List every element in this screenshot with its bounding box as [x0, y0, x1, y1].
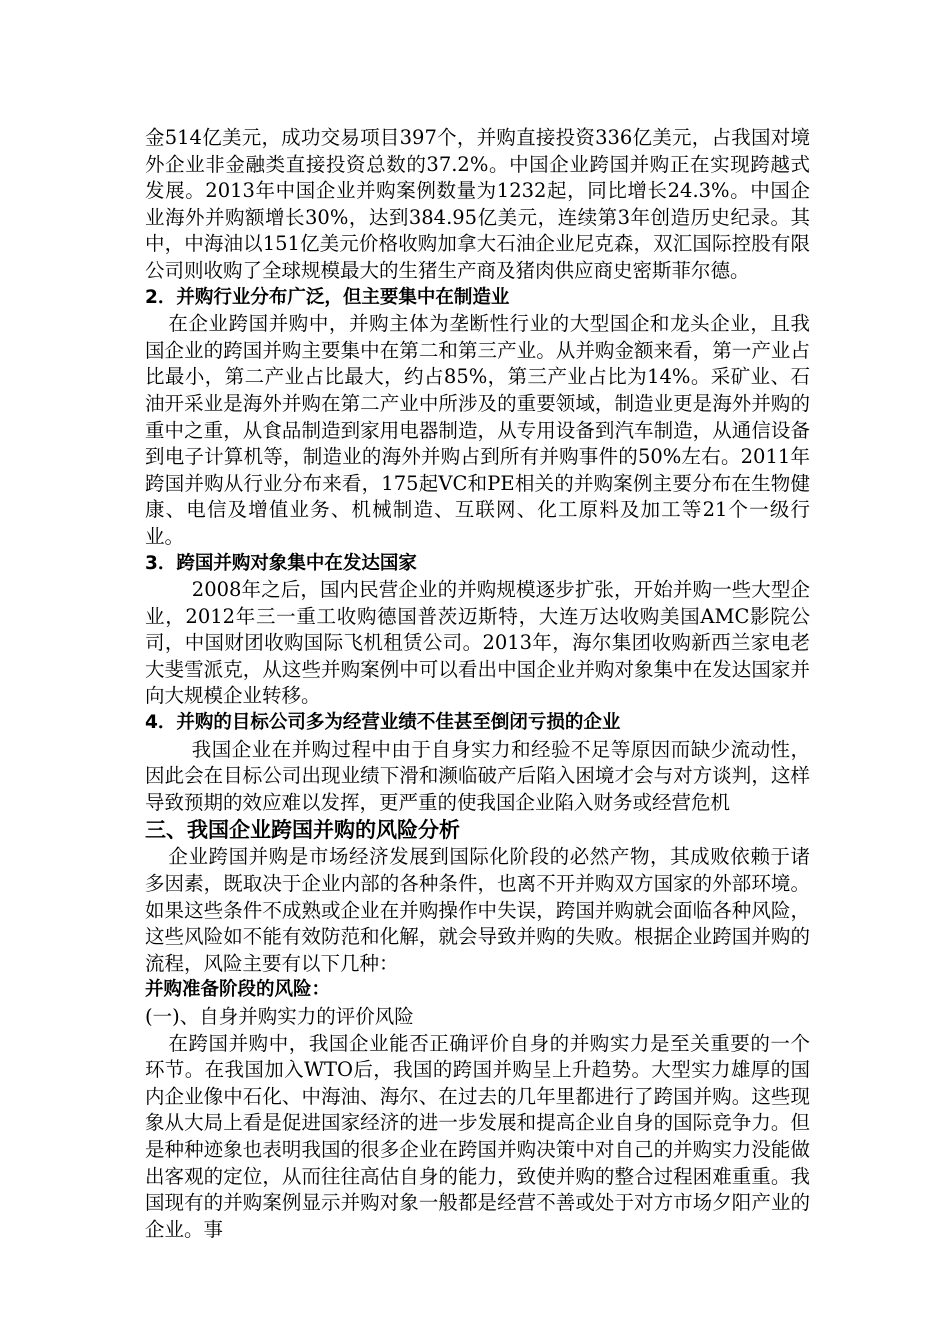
heading-developed-countries: 3．跨国并购对象集中在发达国家 [145, 552, 417, 574]
paragraph-developed-countries: 2008年之后，国内民营企业的并购规模逐步扩张，开始并购一些大型企业，2012年三一重工收购德国普茨迈斯特，大连万达收购美国AMC影院公司，中国财团收购国际飞机租赁公司。2013年，海尔集团收购新西兰家电老大斐雪派克，从这些并购案例中可以看出中国企业并购对象集中在发达国家并向大规模企业转移。 [145, 578, 810, 708]
paragraph-target-companies: 我国企业在并购过程中由于自身实力和经验不足等原因而缺少流动性，因此会在目标公司出现业绩下滑和濒临破产后陷入困境才会与对方谈判，这样导致预期的效应难以发挥，更严重的使我国企业陷入财务或经营危机 [145, 737, 810, 814]
section-heading-risk-analysis: 三、我国企业跨国并购的风险分析 [145, 818, 460, 843]
heading-preparation-risk: 并购准备阶段的风险： [145, 979, 331, 1001]
paragraph-overseas-investment-stats: 金514亿美元，成功交易项目397个，并购直接投资336亿美元，占我国对境外企业非金融类直接投资总数的37.2%。中国企业跨国并购正在实现跨越式发展。2013年中国企业并购案例数量为1232起，同比增长24.3%。中国企业海外并购额增长30%，达到384.95亿美元，连续第3年创造历史纪录。其中，中海油以151亿美元价格收购加拿大石油企业尼克森，双汇国际控股有限公司则收购了全球规模最大的生猪生产商及猪肉供应商史密斯菲尔德。 [145, 126, 810, 282]
paragraph-industry-distribution: 在企业跨国并购中，并购主体为垄断性行业的大型国企和龙头企业，且我国企业的跨国并购主要集中在第二和第三产业。从并购金额来看，第一产业占比最小，第二产业占比最大，约占85%，第三产业占比为14%。采矿业、石油开采业是海外并购在第二产业中所涉及的重要领域，制造业更是海外并购的重中之重，从食品制造到家用电器制造，从专用设备到汽车制造，从通信设备到电子计算机等，制造业的海外并购占到所有并购事件的50%左右。2011年跨国并购从行业分布来看，175起VC和PE相关的并购案例主要分布在生物健康、电信及增值业务、机械制造、互联网、化工原料及加工等21个一级行业。 [145, 312, 810, 548]
heading-target-companies: 4．并购的目标公司多为经营业绩不佳甚至倒闭亏损的企业 [145, 712, 621, 734]
document-page [145, 125, 810, 1243]
paragraph-risk-overview: 企业跨国并购是市场经济发展到国际化阶段的必然产物，其成败依赖于诸多因素，既取决于企业内部的各种条件，也离不开并购双方国家的外部环境。如果这些条件不成熟或企业在并购操作中失误，跨国并购就会面临各种风险，这些风险如不能有效防范和化解，就会导致并购的失败。根据企业跨国并购的流程，风险主要有以下几种： [145, 845, 810, 975]
subheading-self-evaluation-risk: (一)、自身并购实力的评价风险 [145, 1005, 414, 1028]
paragraph-self-evaluation: 在跨国并购中，我国企业能否正确评价自身的并购实力是至关重要的一个环节。在我国加入WTO后，我国的跨国并购呈上升趋势。大型实力雄厚的国内企业像中石化、中海油、海尔、在过去的几年里都进行了跨国并购。这些现象从大局上看是促进国家经济的进一步发展和提高企业自身的国际竞争力。但是种种迹象也表明我国的很多企业在跨国并购决策中对自己的并购实力没能做出客观的定位，从而往往高估自身的能力，致使并购的整合过程困难重重。我国现有的并购案例显示并购对象一般都是经营不善或处于对方市场夕阳产业的企业。事 [145, 1031, 810, 1241]
heading-industry-distribution: 2．并购行业分布广泛，但主要集中在制造业 [145, 286, 510, 308]
